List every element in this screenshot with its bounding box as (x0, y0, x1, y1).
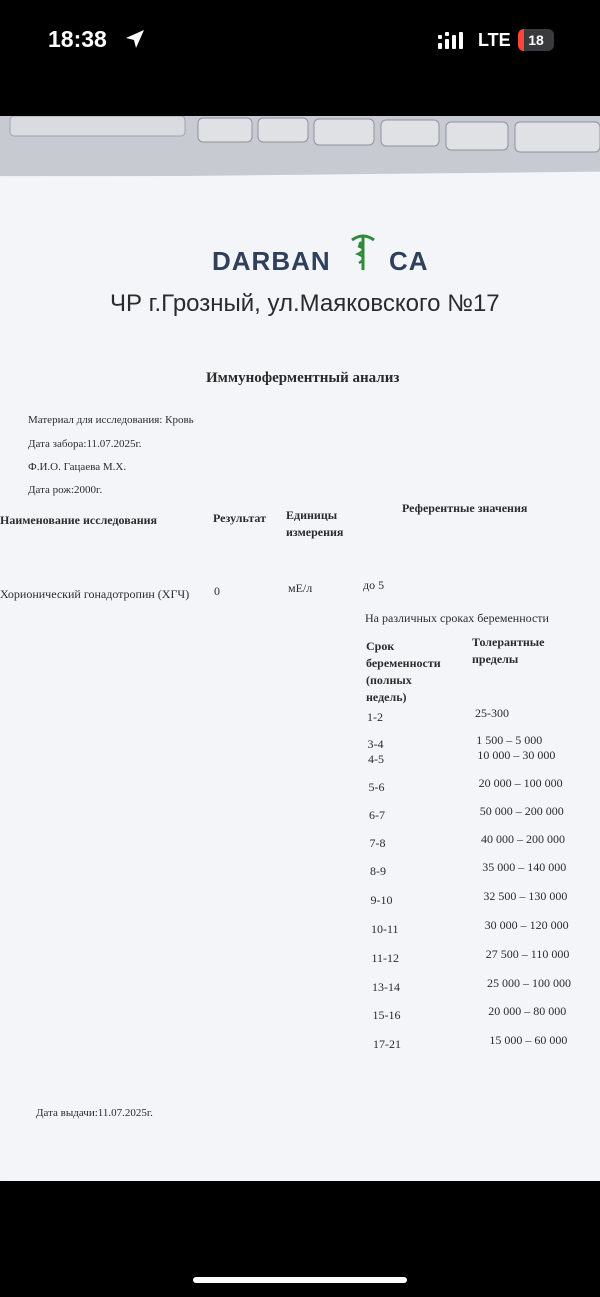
status-bar (0, 0, 600, 80)
pregnancy-range-cell: 15 000 – 60 000 (489, 1033, 568, 1047)
report-title: Иммуноферментный анализ (206, 370, 400, 386)
patient-name-line: Ф.И.О. Гацаева М.Х. (28, 461, 127, 473)
clinic-address: ЧР г.Грозный, ул.Маяковского №17 (110, 290, 500, 317)
caduceus-icon (342, 232, 384, 278)
header-test-name: Наименование исследования (0, 513, 158, 527)
header-reference: Референтные значения (402, 501, 528, 515)
battery-icon (518, 29, 554, 51)
lab-report-sheet (0, 172, 600, 1181)
pregnancy-range-cell: 50 000 – 200 000 (479, 804, 564, 818)
pregnancy-term-cell: 15-16 (372, 1008, 401, 1022)
birth-year-line: Дата рож:2000г. (28, 484, 103, 496)
cellular-signal-icon (438, 32, 468, 54)
pregnancy-range-cell: 10 000 – 30 000 (477, 748, 556, 762)
pregnancy-range-cell: 32 500 – 130 000 (483, 889, 568, 903)
pregnancy-term-cell: 3-4 (367, 737, 384, 751)
pregnancy-term-cell: 8-9 (370, 864, 386, 878)
laptop-keyboard-background (0, 116, 600, 176)
test-name: Хорионический гонадотропин (ХГЧ) (0, 587, 190, 601)
home-indicator[interactable] (193, 1277, 407, 1283)
pregnancy-range-cell: 35 000 – 140 000 (482, 860, 567, 874)
pregnancy-term-cell: 17-21 (373, 1037, 401, 1051)
pregnancy-range-cell: 1 500 – 5 000 (476, 733, 543, 747)
pregnancy-term-cell: 5-6 (368, 780, 385, 794)
battery-percent: 18 (528, 32, 544, 48)
header-result: Результат (213, 511, 267, 525)
pregnancy-term-cell: 11-12 (371, 951, 400, 965)
test-units: мЕ/л (288, 581, 313, 595)
pregnancy-range-cell: 27 500 – 110 000 (485, 947, 570, 961)
header-units: Единицы измерения (286, 508, 344, 539)
pregnancy-term-cell: 1-2 (367, 710, 383, 724)
test-result: 0 (214, 584, 220, 598)
pregnancy-range-cell: 20 000 – 80 000 (488, 1004, 567, 1018)
pregnancy-term-cell: 4-5 (368, 752, 384, 766)
test-reference: до 5 (363, 578, 385, 592)
pregnancy-term-cell: 13-14 (372, 980, 400, 994)
logo-text-left: DARBAN (212, 246, 331, 276)
pregnancy-range-cell: 20 000 – 100 000 (478, 776, 563, 790)
pregnancy-range-cell: 25-300 (475, 706, 509, 720)
pregnancy-term-cell: 9-10 (370, 893, 393, 907)
pregnancy-range-cell: 25 000 – 100 000 (487, 976, 571, 990)
status-time: 18:38 (48, 26, 107, 52)
pregnancy-term-header: Срок беременности (полных недель) (366, 639, 441, 704)
logo-text-right: CA (389, 246, 429, 276)
pregnancy-term-cell: 7-8 (369, 836, 386, 850)
pregnancy-term-cell: 6-7 (369, 808, 385, 822)
pregnancy-term-cell: 10-11 (371, 922, 399, 936)
pregnancy-range-cell: 30 000 – 120 000 (484, 918, 569, 932)
pregnancy-range-cell: 40 000 – 200 000 (481, 832, 565, 846)
location-arrow-icon (124, 28, 146, 54)
issue-date-line: Дата выдачи:11.07.2025г. (36, 1107, 153, 1119)
material-line: Материал для исследования: Кровь (28, 414, 194, 426)
date-taken-line: Дата забора:11.07.2025г. (28, 438, 142, 450)
pregnancy-caption: На различных сроках беременности (365, 611, 549, 625)
network-type: LTE (478, 30, 511, 50)
pregnancy-limits-header: Толерантные пределы (472, 635, 545, 666)
